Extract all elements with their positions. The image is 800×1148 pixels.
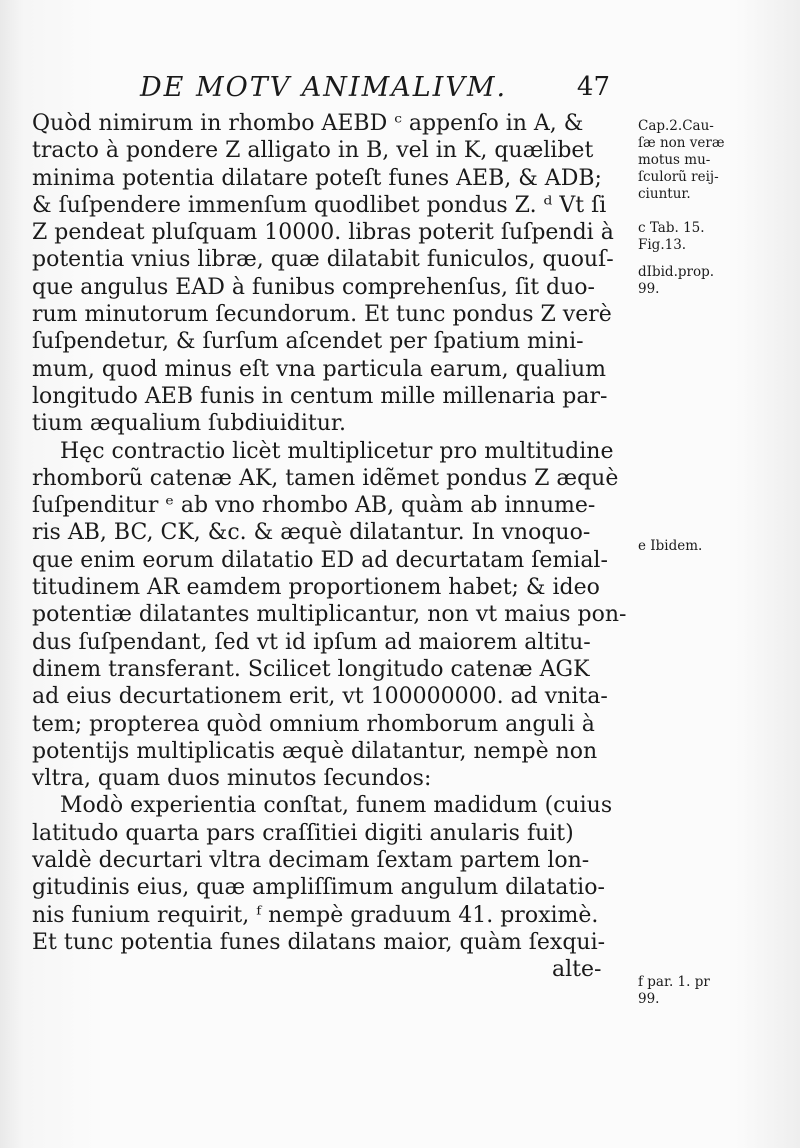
text-line: potentiæ dilatantes multiplicantur, non vt maius pon- — [32, 602, 627, 628]
text-line: longitudo AEB funis in centum mille millenaria par- — [32, 383, 608, 409]
text-line-paragraph-start: Hęc contractio licèt multiplicetur pro multitudine — [60, 438, 614, 464]
text-line: gitudinis eius, quæ ampliſſimum angulum dilatatio- — [32, 875, 605, 901]
text-line: vltra, quam duos minutos ſecundos: — [32, 766, 432, 792]
text-line-paragraph-start: Modò experientia conſtat, funem madidum (cuius — [60, 793, 613, 819]
text-line: valdè decurtari vltra decimam ſextam partem lon- — [32, 848, 590, 874]
margin-note-line: motus mu- — [638, 152, 711, 168]
text-line: potentia vnius libræ, quæ dilatabit funiculos, quouſ- — [32, 247, 614, 273]
margin-note-line: Fig.13. — [638, 237, 687, 253]
page-number: 47 — [576, 72, 610, 102]
margin-note-line: 99. — [638, 281, 660, 297]
margin-note-line: e Ibidem. — [638, 538, 703, 554]
text-line: ſuſpenditur ᵉ ab vno rhombo AB, quàm ab innume- — [32, 493, 596, 519]
running-head: DE MOTV ANIMALIVM. — [140, 72, 508, 103]
text-line: Quòd nimirum in rhombo AEBD ᶜ appenſo in A, & — [32, 111, 584, 136]
text-line: que angulus EAD à funibus comprehenſus, ſit duo- — [32, 274, 595, 300]
text-line: & ſuſpendere immenſum quodlibet pondus Z. ᵈ Vt ſi — [32, 192, 607, 218]
text-line: rum minutorum ſecundorum. Et tunc pondus Z verè — [32, 302, 612, 328]
text-line: tracto à pondere Z alligato in B, vel in K, quælibet — [32, 138, 594, 164]
margin-note-line: ſæ non veræ — [638, 135, 725, 151]
text-line: potentijs multiplicatis æquè dilatantur, nempè non — [32, 738, 598, 764]
text-line: dus ſuſpendant, ſed vt id ipſum ad maiorem altitu- — [32, 629, 591, 655]
margin-note-ibidem — [638, 538, 702, 555]
text-line: ad eius decurtationem erit, vt 100000000. ad vnita- — [32, 684, 608, 710]
margin-note-line: f par. 1. pr — [638, 974, 710, 990]
margin-note-line: dIbid.prop. — [638, 264, 715, 280]
text-line: rhomborũ catenæ AK, tamen idẽmet pondus Z æquè — [32, 465, 619, 491]
catchword: alte- — [552, 957, 602, 983]
text-line: tium æqualium ſubdiuiditur. — [32, 411, 346, 437]
text-line: mum, quod minus eſt vna particula earum, qualium — [32, 356, 607, 382]
text-line: ris AB, BC, CK, &c. & æquè dilatantur. In vnoquo- — [32, 520, 591, 546]
text-line: tem; propterea quòd omnium rhomborum anguli à — [32, 711, 595, 737]
text-line: ſuſpendetur, & ſurſum aſcendet per ſpatium mini- — [32, 329, 584, 355]
body-text — [32, 110, 632, 984]
margin-note-chapter — [638, 118, 725, 203]
margin-note-line: ſculorũ reij- — [638, 169, 719, 185]
margin-note-line: Cap.2.Cau- — [638, 118, 714, 134]
margin-note-line: 99. — [638, 991, 660, 1007]
text-line: Z pendeat pluſquam 10000. libras poterit ſuſpendi à — [32, 220, 614, 246]
text-line: dinem transferant. Scilicet longitudo catenæ AGK — [32, 656, 590, 682]
margin-note-ibid — [638, 264, 714, 298]
margin-note-table — [638, 220, 705, 254]
margin-note-part — [638, 974, 710, 1008]
text-line: Et tunc potentia funes dilatans maior, quàm ſexqui- — [32, 929, 606, 955]
text-line: nis funium requirit, ᶠ nempè graduum 41. proximè. — [32, 902, 599, 928]
page-header — [140, 72, 610, 112]
text-line: latitudo quarta pars craſſitiei digiti anularis fuit) — [32, 820, 574, 846]
margin-note-line: c Tab. 15. — [638, 220, 705, 236]
text-line: titudinem AR eamdem proportionem habet; & ideo — [32, 575, 600, 601]
text-line: que enim eorum dilatatio ED ad decurtatam ſemial- — [32, 547, 608, 573]
margin-note-line: ciuntur. — [638, 186, 691, 202]
text-line: minima potentia dilatare poteſt funes AEB, & ADB; — [32, 165, 602, 191]
